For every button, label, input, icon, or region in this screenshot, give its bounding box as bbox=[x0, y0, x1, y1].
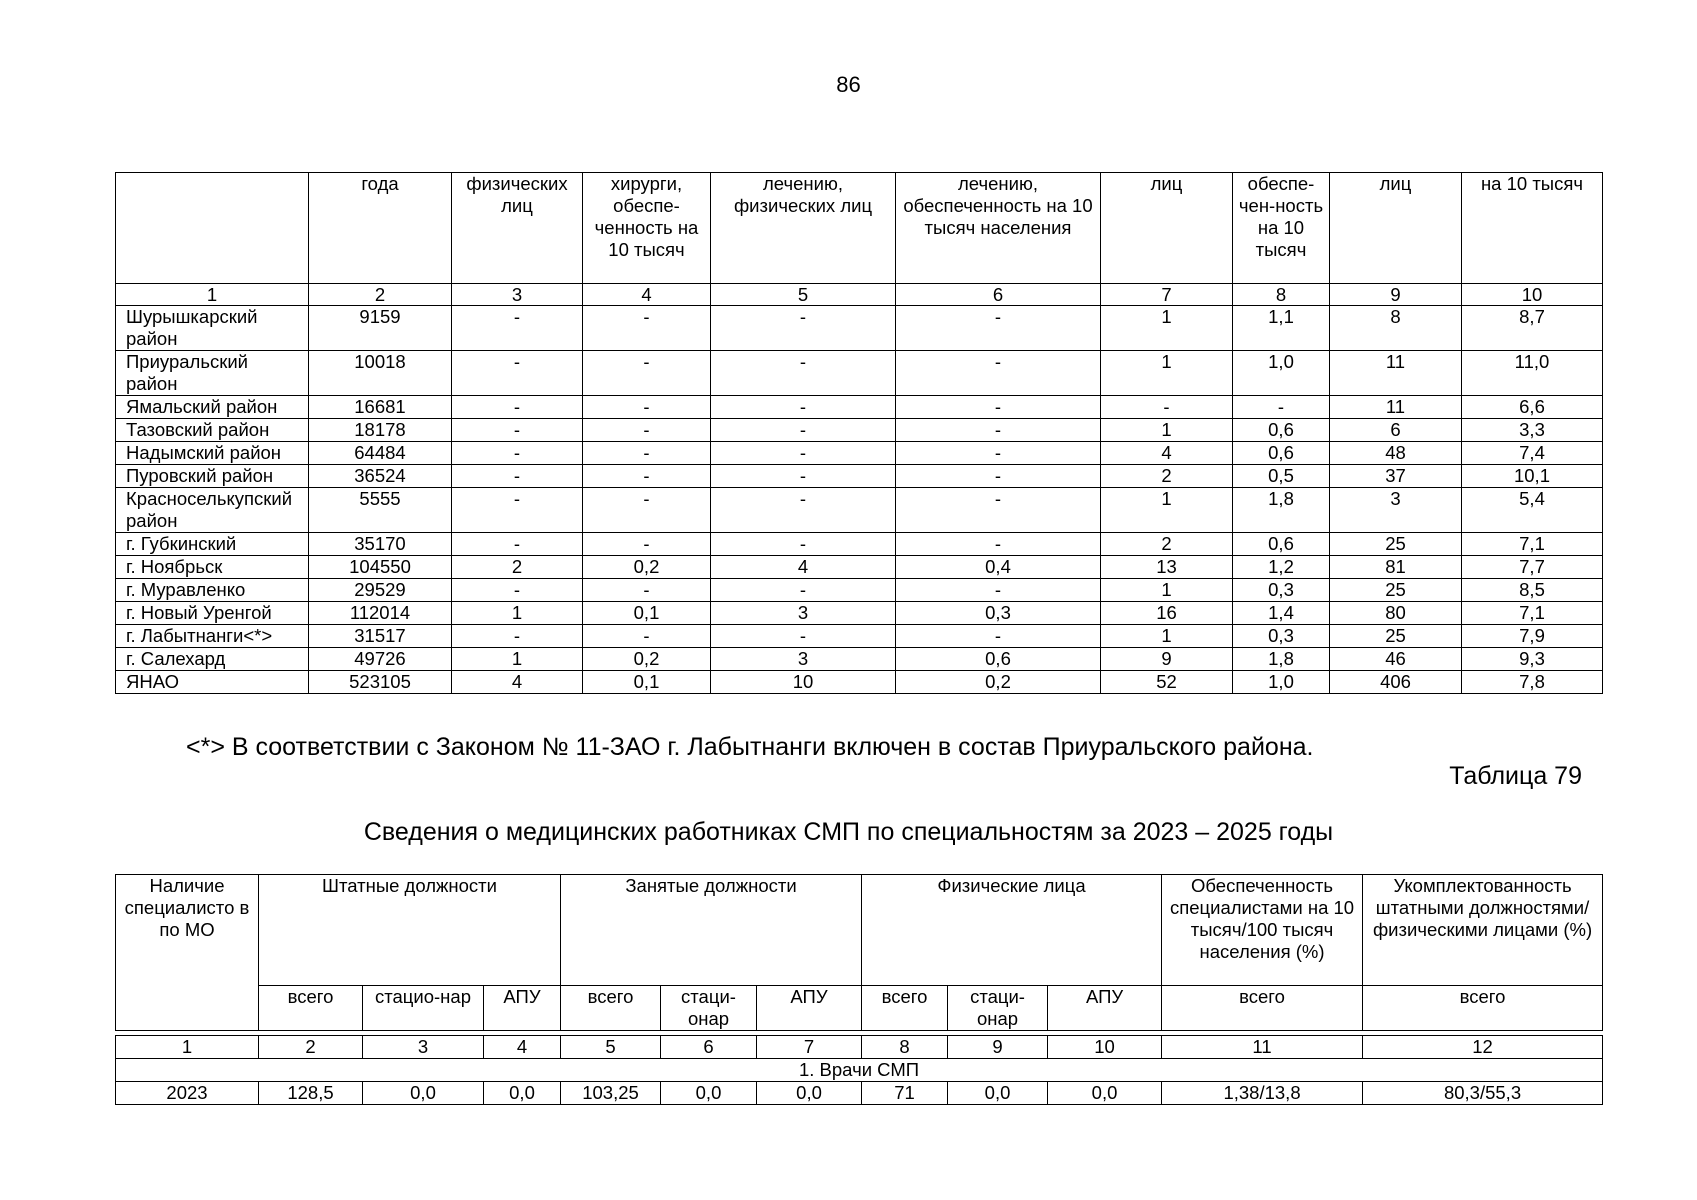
table-cell: 1,0 bbox=[1233, 351, 1330, 396]
table-cell: 81 bbox=[1330, 556, 1462, 579]
table-cell: - bbox=[452, 351, 583, 396]
table-cell: 0,4 bbox=[896, 556, 1101, 579]
table-cell: 2 bbox=[452, 556, 583, 579]
table-cell: - bbox=[896, 306, 1101, 351]
district-name: ЯНАО bbox=[116, 671, 309, 694]
table-cell: 5555 bbox=[309, 488, 452, 533]
table-cell: 1,4 bbox=[1233, 602, 1330, 625]
column-number: 5 bbox=[561, 1036, 661, 1059]
table-cell: - bbox=[452, 533, 583, 556]
table-cell: - bbox=[452, 306, 583, 351]
district-name: Пуровский район bbox=[116, 465, 309, 488]
district-name: г. Ноябрьск bbox=[116, 556, 309, 579]
column-number: 12 bbox=[1363, 1036, 1603, 1059]
smp-workers-table bbox=[115, 874, 1603, 1105]
table-cell: 25 bbox=[1330, 533, 1462, 556]
sub-header: всего bbox=[259, 986, 363, 1031]
table-cell: - bbox=[452, 396, 583, 419]
column-number: 7 bbox=[757, 1036, 862, 1059]
sub-header: всего bbox=[862, 986, 948, 1031]
column-header: года bbox=[309, 173, 452, 284]
district-name: Шурышкарский район bbox=[116, 306, 309, 351]
table-title: Сведения о медицинских работниках СМП по специальностям за 2023 – 2025 годы bbox=[363, 818, 1334, 846]
table-cell: - bbox=[583, 465, 711, 488]
table-cell: 5,4 bbox=[1462, 488, 1603, 533]
section-row bbox=[116, 1059, 1603, 1082]
table-cell: 1 bbox=[1101, 306, 1233, 351]
table-cell: - bbox=[583, 579, 711, 602]
table-cell: - bbox=[711, 351, 896, 396]
table-cell: 104550 bbox=[309, 556, 452, 579]
table-cell: 7,9 bbox=[1462, 625, 1603, 648]
table-cell: - bbox=[896, 442, 1101, 465]
table-cell: 46 bbox=[1330, 648, 1462, 671]
table-cell: - bbox=[711, 396, 896, 419]
column-number: 2 bbox=[309, 284, 452, 306]
sub-header: стаци-онар bbox=[948, 986, 1048, 1031]
table-cell: 1,38/13,8 bbox=[1162, 1082, 1363, 1105]
table-cell: 49726 bbox=[309, 648, 452, 671]
table-row bbox=[116, 625, 1603, 648]
table-cell: 0,5 bbox=[1233, 465, 1330, 488]
column-header: на 10 тысяч bbox=[1462, 173, 1603, 284]
table-cell: 10 bbox=[711, 671, 896, 694]
column-number: 5 bbox=[711, 284, 896, 306]
table-row bbox=[116, 556, 1603, 579]
table-cell: 3 bbox=[711, 602, 896, 625]
column-header: лечению, обеспеченность на 10 тысяч населения bbox=[896, 173, 1101, 284]
column-number: 3 bbox=[363, 1036, 484, 1059]
table-row bbox=[116, 602, 1603, 625]
table-cell: 0,0 bbox=[948, 1082, 1048, 1105]
table-cell: 10018 bbox=[309, 351, 452, 396]
table-cell: 6,6 bbox=[1462, 396, 1603, 419]
sub-header: стаци-онар bbox=[661, 986, 757, 1031]
table-cell: 25 bbox=[1330, 625, 1462, 648]
table-cell: - bbox=[583, 419, 711, 442]
table-cell: - bbox=[896, 533, 1101, 556]
group-header: Обеспеченность специалистами на 10 тысяч/100 тысяч населения (%) bbox=[1162, 875, 1363, 986]
table-cell: 406 bbox=[1330, 671, 1462, 694]
table-cell: 64484 bbox=[309, 442, 452, 465]
table-cell: 0,2 bbox=[583, 648, 711, 671]
table-cell: 80,3/55,3 bbox=[1363, 1082, 1603, 1105]
table-cell: - bbox=[583, 533, 711, 556]
column-number: 9 bbox=[1330, 284, 1462, 306]
table-cell: 3,3 bbox=[1462, 419, 1603, 442]
table-cell: 3 bbox=[1330, 488, 1462, 533]
table-cell: 11 bbox=[1330, 351, 1462, 396]
sub-header: всего bbox=[561, 986, 661, 1031]
district-name: Надымский район bbox=[116, 442, 309, 465]
table-cell: 0,0 bbox=[1048, 1082, 1162, 1105]
district-name: г. Муравленко bbox=[116, 579, 309, 602]
table-cell: 9 bbox=[1101, 648, 1233, 671]
table-cell: - bbox=[583, 442, 711, 465]
footnote: <*> В соответствии с Законом № 11-ЗАО г. Лабытнанги включен в состав Приуральского района. bbox=[186, 733, 1314, 761]
table-row bbox=[116, 1082, 1603, 1105]
district-name: г. Лабытнанги<*> bbox=[116, 625, 309, 648]
table-row bbox=[116, 351, 1603, 396]
table-cell: - bbox=[896, 351, 1101, 396]
column-number-row bbox=[116, 284, 1603, 306]
table-cell: - bbox=[896, 488, 1101, 533]
table-cell: 0,6 bbox=[1233, 419, 1330, 442]
table-cell: - bbox=[452, 419, 583, 442]
column-number: 9 bbox=[948, 1036, 1048, 1059]
table-cell: - bbox=[711, 419, 896, 442]
column-header: лиц bbox=[1101, 173, 1233, 284]
table-cell: - bbox=[711, 579, 896, 602]
table-cell: 128,5 bbox=[259, 1082, 363, 1105]
table-cell: 523105 bbox=[309, 671, 452, 694]
column-number: 11 bbox=[1162, 1036, 1363, 1059]
table-cell: 0,0 bbox=[661, 1082, 757, 1105]
district-name: г. Салехард bbox=[116, 648, 309, 671]
table-cell: 7,1 bbox=[1462, 602, 1603, 625]
table-cell: 9,3 bbox=[1462, 648, 1603, 671]
table-cell: 0,6 bbox=[896, 648, 1101, 671]
table-cell: - bbox=[583, 351, 711, 396]
section-title: 1. Врачи СМП bbox=[116, 1059, 1603, 1082]
district-name: Красноселькупский район bbox=[116, 488, 309, 533]
table-cell: 8 bbox=[1330, 306, 1462, 351]
column-number: 8 bbox=[1233, 284, 1330, 306]
table-cell: 0,0 bbox=[757, 1082, 862, 1105]
districts-table bbox=[115, 172, 1603, 694]
table-cell: 3 bbox=[711, 648, 896, 671]
table-cell: - bbox=[1101, 396, 1233, 419]
column-number: 6 bbox=[661, 1036, 757, 1059]
table-cell: 1 bbox=[452, 648, 583, 671]
table-cell: 0,0 bbox=[363, 1082, 484, 1105]
table-cell: 16681 bbox=[309, 396, 452, 419]
table-cell: - bbox=[583, 396, 711, 419]
table-cell: 11 bbox=[1330, 396, 1462, 419]
table-cell: - bbox=[711, 442, 896, 465]
column-number-row bbox=[116, 1036, 1603, 1059]
sub-header: АПУ bbox=[484, 986, 561, 1031]
table-cell: - bbox=[583, 488, 711, 533]
table-cell: - bbox=[711, 488, 896, 533]
table-cell: 1,0 bbox=[1233, 671, 1330, 694]
table-cell: - bbox=[452, 579, 583, 602]
column-header: обеспе-чен-ность на 10 тысяч bbox=[1233, 173, 1330, 284]
table-cell: 11,0 bbox=[1462, 351, 1603, 396]
sub-header: АПУ bbox=[1048, 986, 1162, 1031]
table-cell: 9159 bbox=[309, 306, 452, 351]
table-cell: 1 bbox=[1101, 419, 1233, 442]
table-cell: 36524 bbox=[309, 465, 452, 488]
column-number: 6 bbox=[896, 284, 1101, 306]
table-cell: 0,3 bbox=[896, 602, 1101, 625]
page-number: 86 bbox=[836, 72, 861, 97]
table-cell: 6 bbox=[1330, 419, 1462, 442]
table-cell: - bbox=[711, 625, 896, 648]
table-cell: 13 bbox=[1101, 556, 1233, 579]
table-cell: 7,1 bbox=[1462, 533, 1603, 556]
table-row bbox=[116, 533, 1603, 556]
table-cell: 1 bbox=[1101, 625, 1233, 648]
table-cell: - bbox=[896, 465, 1101, 488]
table-cell: 0,2 bbox=[583, 556, 711, 579]
table-cell: 71 bbox=[862, 1082, 948, 1105]
table-cell: 0,0 bbox=[484, 1082, 561, 1105]
table-cell: 25 bbox=[1330, 579, 1462, 602]
table-cell: 31517 bbox=[309, 625, 452, 648]
table-row bbox=[116, 465, 1603, 488]
sub-header: стацио-нар bbox=[363, 986, 484, 1031]
table-cell: - bbox=[896, 625, 1101, 648]
table-cell: - bbox=[1233, 396, 1330, 419]
table-row bbox=[116, 306, 1603, 351]
column-number: 2 bbox=[259, 1036, 363, 1059]
table-cell: 10,1 bbox=[1462, 465, 1603, 488]
table-cell: 16 bbox=[1101, 602, 1233, 625]
table-row bbox=[116, 488, 1603, 533]
header-row bbox=[116, 173, 1603, 284]
table-cell: - bbox=[452, 488, 583, 533]
column-header: физических лиц bbox=[452, 173, 583, 284]
district-name: г. Новый Уренгой bbox=[116, 602, 309, 625]
district-name: Приуральский район bbox=[116, 351, 309, 396]
specialists-header: Наличие специалисто в по МО bbox=[116, 875, 259, 1031]
table-cell: 0,3 bbox=[1233, 625, 1330, 648]
table-row bbox=[116, 442, 1603, 465]
column-header: лечению, физических лиц bbox=[711, 173, 896, 284]
sub-header-row bbox=[116, 986, 1603, 1031]
column-number: 1 bbox=[116, 284, 309, 306]
column-number: 7 bbox=[1101, 284, 1233, 306]
table-cell: 8,7 bbox=[1462, 306, 1603, 351]
group-header: Занятые должности bbox=[561, 875, 862, 986]
table-cell: 0,6 bbox=[1233, 442, 1330, 465]
table-cell: - bbox=[896, 579, 1101, 602]
table-cell: 7,4 bbox=[1462, 442, 1603, 465]
table-cell: 52 bbox=[1101, 671, 1233, 694]
column-header: лиц bbox=[1330, 173, 1462, 284]
table-cell: - bbox=[711, 533, 896, 556]
group-header: Укомплектованность штатными должностями/ физическими лицами (%) bbox=[1363, 875, 1603, 986]
table-cell: 1,2 bbox=[1233, 556, 1330, 579]
table-cell: - bbox=[452, 442, 583, 465]
district-name: Тазовский район bbox=[116, 419, 309, 442]
column-header bbox=[116, 173, 309, 284]
sub-header: АПУ bbox=[757, 986, 862, 1031]
table-cell: 103,25 bbox=[561, 1082, 661, 1105]
table-cell: 0,1 bbox=[583, 602, 711, 625]
group-header-row bbox=[116, 875, 1603, 986]
table-cell: 2 bbox=[1101, 533, 1233, 556]
table-row bbox=[116, 671, 1603, 694]
group-header: Физические лица bbox=[862, 875, 1162, 986]
sub-header: всего bbox=[1162, 986, 1363, 1031]
column-number: 3 bbox=[452, 284, 583, 306]
table-cell: 2023 bbox=[116, 1082, 259, 1105]
table-row bbox=[116, 648, 1603, 671]
table-cell: 80 bbox=[1330, 602, 1462, 625]
table-cell: 0,6 bbox=[1233, 533, 1330, 556]
table-cell: 48 bbox=[1330, 442, 1462, 465]
table-cell: 0,2 bbox=[896, 671, 1101, 694]
table-row bbox=[116, 579, 1603, 602]
sub-header: всего bbox=[1363, 986, 1603, 1031]
table-cell: 0,3 bbox=[1233, 579, 1330, 602]
table-cell: 1,8 bbox=[1233, 488, 1330, 533]
table-cell: - bbox=[583, 625, 711, 648]
column-number: 10 bbox=[1048, 1036, 1162, 1059]
table-row bbox=[116, 419, 1603, 442]
table-cell: 1,1 bbox=[1233, 306, 1330, 351]
group-header: Штатные должности bbox=[259, 875, 561, 986]
table-cell: 4 bbox=[1101, 442, 1233, 465]
table-cell: - bbox=[711, 465, 896, 488]
column-number: 4 bbox=[583, 284, 711, 306]
table-cell: - bbox=[452, 465, 583, 488]
column-number: 10 bbox=[1462, 284, 1603, 306]
table-cell: 7,8 bbox=[1462, 671, 1603, 694]
table-cell: 1 bbox=[1101, 351, 1233, 396]
table-cell: 1 bbox=[1101, 579, 1233, 602]
table-cell: 4 bbox=[711, 556, 896, 579]
column-number: 8 bbox=[862, 1036, 948, 1059]
table-cell: 18178 bbox=[309, 419, 452, 442]
district-name: Ямальский район bbox=[116, 396, 309, 419]
table-cell: 1,8 bbox=[1233, 648, 1330, 671]
table-cell: 112014 bbox=[309, 602, 452, 625]
table-cell: - bbox=[896, 396, 1101, 419]
table-cell: 37 bbox=[1330, 465, 1462, 488]
column-number: 1 bbox=[116, 1036, 259, 1059]
column-number: 4 bbox=[484, 1036, 561, 1059]
table-cell: 0,1 bbox=[583, 671, 711, 694]
column-header: хирурги, обеспе-ченность на 10 тысяч bbox=[583, 173, 711, 284]
table-cell: - bbox=[452, 625, 583, 648]
table-cell: 1 bbox=[1101, 488, 1233, 533]
table-label: Таблица 79 bbox=[1449, 762, 1582, 790]
table-row bbox=[116, 396, 1603, 419]
district-name: г. Губкинский bbox=[116, 533, 309, 556]
table-cell: - bbox=[583, 306, 711, 351]
table-cell: 1 bbox=[452, 602, 583, 625]
table-cell: 2 bbox=[1101, 465, 1233, 488]
table-cell: - bbox=[711, 306, 896, 351]
table-cell: - bbox=[896, 419, 1101, 442]
table-cell: 29529 bbox=[309, 579, 452, 602]
table-cell: 8,5 bbox=[1462, 579, 1603, 602]
table-cell: 4 bbox=[452, 671, 583, 694]
table-cell: 35170 bbox=[309, 533, 452, 556]
table-cell: 7,7 bbox=[1462, 556, 1603, 579]
